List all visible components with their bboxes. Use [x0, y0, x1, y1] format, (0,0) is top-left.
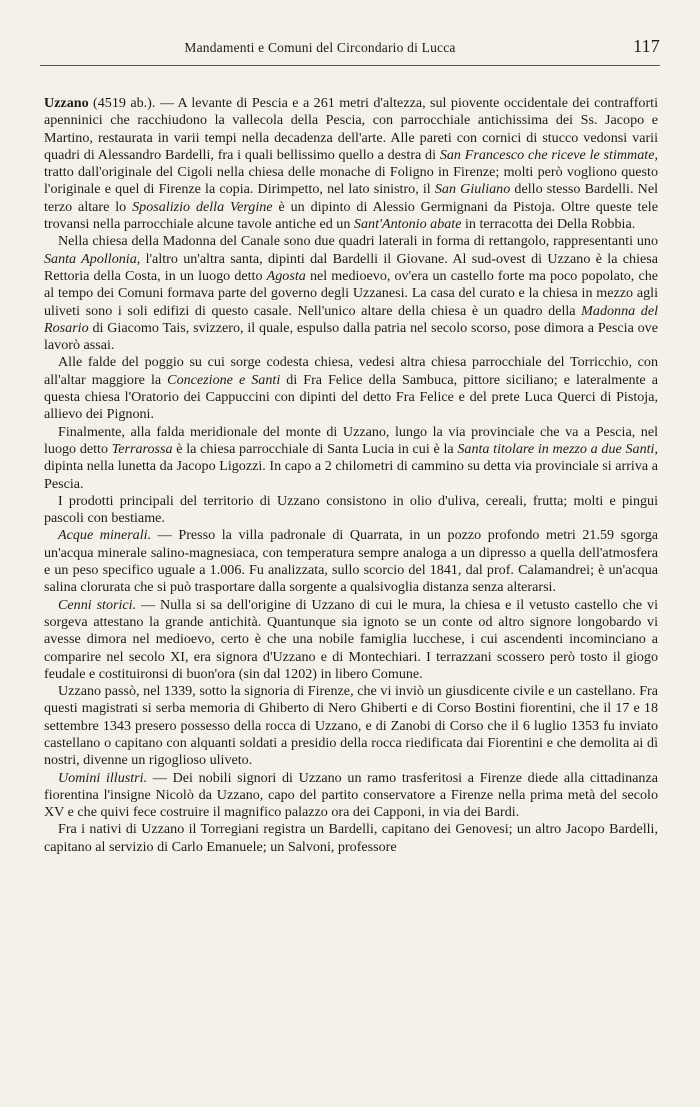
paragraph [44, 597, 658, 683]
paragraph [44, 493, 658, 528]
paragraph [44, 354, 658, 423]
italic-phrase: Sposalizio della Vergine [132, 198, 273, 215]
italic-phrase: Madonna del Rosario [44, 302, 658, 336]
italic-phrase: Uomini illustri. [58, 769, 148, 786]
text-run: , tratto dall'originale del Cigoli nella chiesa delle monache di Foligno in Firenze; molti però vogliono questo l'originale e quel di Firenze la copia. Dirimpetto, nel lato sinistro, il [44, 146, 658, 198]
paragraph [44, 770, 658, 822]
paragraph [44, 683, 658, 769]
text-run: I prodotti principali del territorio di Uzzano consistono in olio d'uliva, cereali, frutta; molti e pingui pascoli con bestiame. [44, 492, 658, 527]
running-header [40, 36, 660, 62]
italic-phrase: Acque minerali. [58, 527, 152, 544]
paragraph [44, 527, 658, 596]
text-run: , dipinta nella lunetta da Jacopo Ligozzi. In capo a 2 chilometri di cammino su detta via provinciale si arriva a Pescia. [44, 440, 658, 492]
text-run: — Presso la villa padronale di Quarrata, in un pozzo profondo metri 21.59 sgorga un'acqua minerale salino-magnesiaca, con temperatura sempre analoga a un dipresso a quella dell'atmosfera e un peso specifico uguale a 1.006. Fu analizzata, sullo scorcio del 1841, dal prof. Calamandrei; è un'acqua salina clorurata che si può trasportare dalla sorgente a qualsivoglia distanza senza alterarsi. [44, 527, 658, 596]
text-run: di Fra Felice della Sambuca, pittore siciliano; e lateralmente a questa chiesa l'Oratorio dei Cappuccini con dipinti del detto Fra Felice e del prete Luca Querci di Pistoja, allievo dei Pignoni. [44, 371, 658, 423]
text-run: Alle falde del poggio su cui sorge codesta chiesa, vedesi altra chiesa parrocchiale del Torricchio, con all'altar maggiore la [44, 354, 658, 388]
italic-phrase: San Giuliano [434, 181, 511, 198]
text-run: — Nulla si sa dell'origine di Uzzano di cui le mura, la chiesa e il vetusto castello che vi sorgeva attestano la grande antichità. Quantunque sia ignoto se un conte od altro signore longobardo vi avesse dimora nel medioevo, certo è che una nobile famiglia lucchese, i cui ascendenti incominciano a comparire nel secolo XI, era signora d'Uzzano e di Montechiari. I terrazzani scossero però tosto il giogo feudale e costituironsi di buon'ora (sin dal 1202) in libero Comune. [44, 596, 659, 682]
italic-phrase: San Francesco che riceve le stimmate [439, 146, 655, 163]
italic-phrase: Terrarossa [111, 440, 173, 457]
header-title: Mandamenti e Comuni del Circondario di Lucca [184, 40, 456, 55]
paragraph [44, 233, 658, 354]
text-run: è un dipinto di Alessio Germignani da Pistoja. Oltre queste tele trovansi nella parrocchiale alcune tavole antiche ed un [44, 198, 658, 233]
header-rule [40, 65, 660, 66]
italic-phrase: Santa titolare in mezzo a due Santi [457, 440, 655, 457]
italic-phrase: Agosta [266, 267, 306, 284]
text-run: Uzzano passò, nel 1339, sotto la signoria di Firenze, che vi inviò un giusdicente civile e un castellano. Fra questi magistrati si serba memoria di Ghiberto di Nero Ghiberti e di Corso Bostini fiorentini, che il 17 e 18 settembre 1343 presero possesso della rocca di Uzzano, e di Zanobi di Corso che il 6 luglio 1353 fu inviato castellano o capitano con alquanti soldati a presidio della rocca riedificata dai Fiorentini e che demolita ai dì nostri, divenne un rigoglioso uliveto. [44, 683, 658, 769]
text-run: Fra i nativi di Uzzano il Torregiani registra un Bardelli, capitano dei Genovesi; un altro Jacopo Bardelli, capitano al servizio di Carlo Emanuele; un Salvoni, professore [44, 821, 658, 855]
italic-phrase: Cenni storici. [58, 596, 137, 613]
text-run: nel medioevo, ov'era un castello forte ma poco popolato, che al tempo dei Comuni formava parte del governo degli Uzzanesi. La casa del curato e la chiesa in mezzo agli uliveti sono i soli edifizi di questo casale. Nell'unico altare della chiesa è un quadro della [44, 267, 659, 319]
italic-phrase: Santa Apollonia [44, 250, 137, 267]
text-run: Nella chiesa della Madonna del Canale sono due quadri laterali in forma di rettangolo, rappresentanti uno [58, 233, 658, 250]
text-run: — Dei nobili signori di Uzzano un ramo trasferitosi a Firenze diede alla cittadinanza fiorentina l'insigne Nicolò da Uzzano, capo del partito conservatore a Firenze nella prima metà del secolo XV e che quivi fece costruire il magnifico palazzo ora dei Capponi, in via dei Bardi. [44, 769, 658, 821]
text-run: in terracotta dei Della Robbia. [461, 216, 636, 233]
paragraph [44, 821, 658, 856]
text-run: di Giacomo Tais, svizzero, il quale, espulso dalla patria nel secolo scorso, pose dimora a Pescia ove lavorò assai. [44, 319, 658, 354]
body-text [44, 95, 658, 856]
text-run: (4519 ab.). — A levante di Pescia e a 261 metri d'altezza, sul piovente occidentale dei contrafforti apenninici che racchiudono la vallecola della Pescia, con parrocchiale antichissima dei Ss. Jacopo e Martino, restaurata in varii tempi nella decadenza dell'arte. Alle pareti con cornici di stucco vedonsi varii quadri di Alessandro Bardelli, fra i quali bellissimo quello a destra di [44, 95, 658, 163]
entry-name: Uzzano [44, 95, 89, 111]
italic-phrase: Concezione e Santi [167, 371, 281, 388]
paragraph [44, 95, 658, 233]
text-run: è la chiesa parrocchiale di Santa Lucia in cui è la [172, 440, 458, 457]
italic-phrase: Sant'Antonio abate [353, 216, 462, 233]
text-run: dello stesso Bardelli. Nel terzo altare lo [44, 181, 658, 215]
paragraph [44, 424, 658, 493]
text-run: Finalmente, alla falda meridionale del monte di Uzzano, lungo la via provinciale che va a Pescia, nel luogo detto [44, 423, 658, 457]
text-run: , l'altro un'altra santa, dipinti dal Bardelli il Giovane. Al sud-ovest di Uzzano è la chiesa Rettoria della Costa, in un luogo detto [44, 250, 658, 284]
page-number: 117 [633, 36, 660, 56]
